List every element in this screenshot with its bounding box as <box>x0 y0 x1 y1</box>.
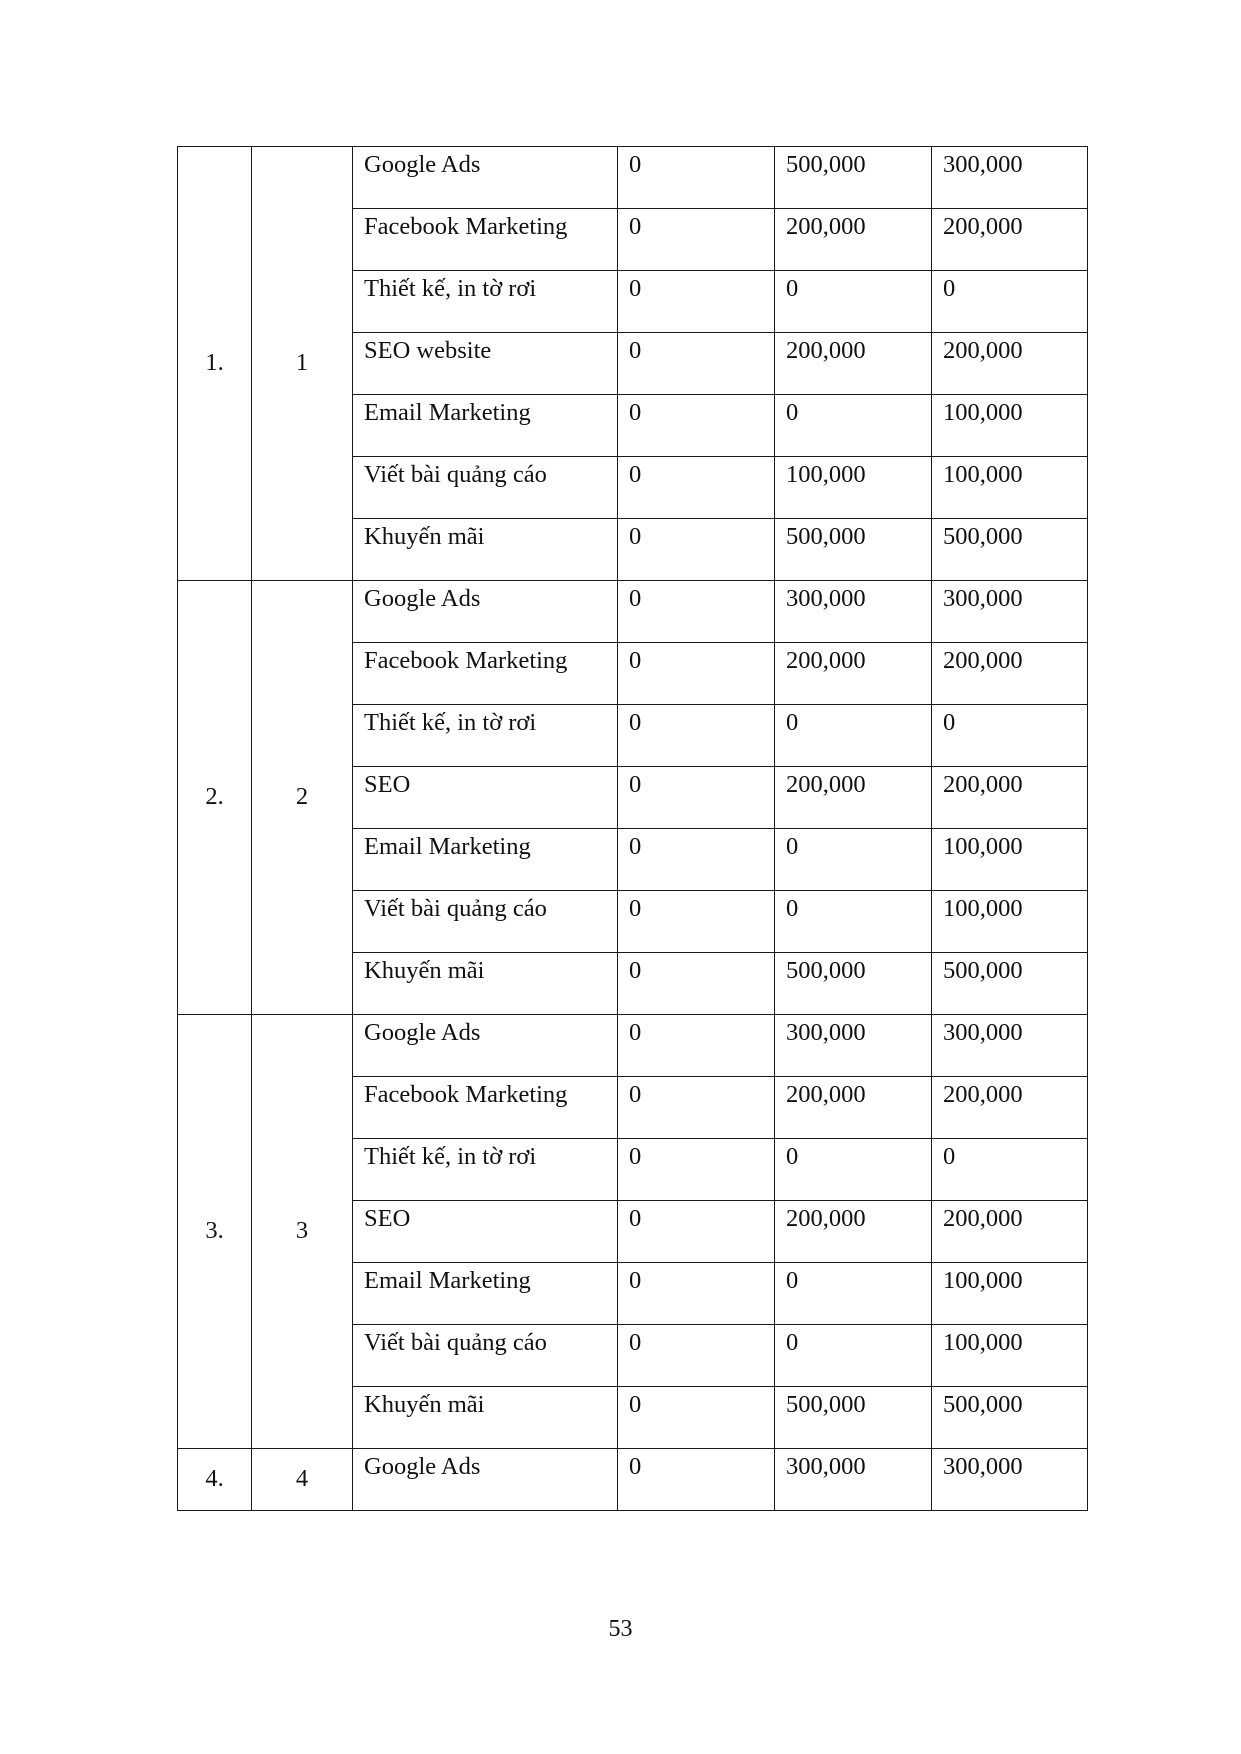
channel-name-cell: Google Ads <box>353 1015 618 1077</box>
channel-name-cell: Thiết kế, in tờ rơi <box>353 1139 618 1201</box>
cost-value-2-cell: 0 <box>775 271 932 333</box>
group-id-cell: 1 <box>252 147 353 581</box>
cost-value-2-cell: 200,000 <box>775 1077 932 1139</box>
cost-value-2-cell: 300,000 <box>775 1015 932 1077</box>
cost-value-3-cell: 200,000 <box>932 209 1088 271</box>
cost-value-2-cell: 0 <box>775 829 932 891</box>
page-number: 53 <box>608 1616 633 1642</box>
cost-value-2-cell: 500,000 <box>775 953 932 1015</box>
cost-value-1-cell: 0 <box>618 953 775 1015</box>
cost-value-2-cell: 200,000 <box>775 643 932 705</box>
cost-value-1-cell: 0 <box>618 333 775 395</box>
cost-value-1-cell: 0 <box>618 1325 775 1387</box>
channel-name-cell: Google Ads <box>353 581 618 643</box>
channel-name-cell: Email Marketing <box>353 829 618 891</box>
cost-value-3-cell: 100,000 <box>932 1325 1088 1387</box>
channel-name-cell: Facebook Marketing <box>353 1077 618 1139</box>
cost-value-2-cell: 500,000 <box>775 147 932 209</box>
cost-value-1-cell: 0 <box>618 1387 775 1449</box>
channel-name-cell: Facebook Marketing <box>353 643 618 705</box>
cost-value-3-cell: 200,000 <box>932 767 1088 829</box>
group-stt-cell: 2. <box>178 581 252 1015</box>
group-stt-cell: 3. <box>178 1015 252 1449</box>
cost-value-3-cell: 300,000 <box>932 1449 1088 1511</box>
channel-name-cell: Khuyến mãi <box>353 953 618 1015</box>
channel-name-cell: Google Ads <box>353 147 618 209</box>
cost-value-3-cell: 200,000 <box>932 1077 1088 1139</box>
table-row <box>178 147 1088 209</box>
cost-value-1-cell: 0 <box>618 643 775 705</box>
channel-name-cell: Thiết kế, in tờ rơi <box>353 271 618 333</box>
channel-name-cell: Email Marketing <box>353 395 618 457</box>
cost-value-1-cell: 0 <box>618 1077 775 1139</box>
group-id-cell: 4 <box>252 1449 353 1511</box>
cost-value-2-cell: 200,000 <box>775 209 932 271</box>
cost-value-2-cell: 0 <box>775 705 932 767</box>
cost-value-3-cell: 0 <box>932 1139 1088 1201</box>
cost-value-3-cell: 500,000 <box>932 519 1088 581</box>
cost-value-3-cell: 300,000 <box>932 1015 1088 1077</box>
table-row <box>178 1015 1088 1077</box>
cost-value-3-cell: 100,000 <box>932 395 1088 457</box>
channel-name-cell: Viết bài quảng cáo <box>353 891 618 953</box>
cost-value-3-cell: 100,000 <box>932 891 1088 953</box>
marketing-budget-table <box>177 146 1088 1511</box>
table-row <box>178 581 1088 643</box>
cost-value-1-cell: 0 <box>618 829 775 891</box>
channel-name-cell: Facebook Marketing <box>353 209 618 271</box>
group-id-cell: 2 <box>252 581 353 1015</box>
cost-value-3-cell: 200,000 <box>932 643 1088 705</box>
cost-value-3-cell: 200,000 <box>932 333 1088 395</box>
cost-value-3-cell: 0 <box>932 271 1088 333</box>
group-stt-cell: 1. <box>178 147 252 581</box>
cost-value-1-cell: 0 <box>618 519 775 581</box>
cost-value-1-cell: 0 <box>618 767 775 829</box>
cost-value-3-cell: 500,000 <box>932 1387 1088 1449</box>
cost-value-1-cell: 0 <box>618 271 775 333</box>
cost-value-1-cell: 0 <box>618 1139 775 1201</box>
cost-value-2-cell: 200,000 <box>775 333 932 395</box>
cost-value-2-cell: 300,000 <box>775 581 932 643</box>
cost-value-1-cell: 0 <box>618 395 775 457</box>
channel-name-cell: Khuyến mãi <box>353 519 618 581</box>
cost-value-1-cell: 0 <box>618 1015 775 1077</box>
cost-value-2-cell: 200,000 <box>775 1201 932 1263</box>
cost-value-3-cell: 100,000 <box>932 457 1088 519</box>
cost-value-2-cell: 500,000 <box>775 519 932 581</box>
channel-name-cell: SEO website <box>353 333 618 395</box>
table-row <box>178 1449 1088 1511</box>
cost-value-3-cell: 100,000 <box>932 829 1088 891</box>
cost-value-1-cell: 0 <box>618 457 775 519</box>
cost-value-2-cell: 100,000 <box>775 457 932 519</box>
cost-value-3-cell: 200,000 <box>932 1201 1088 1263</box>
cost-value-1-cell: 0 <box>618 1449 775 1511</box>
cost-value-2-cell: 0 <box>775 395 932 457</box>
group-id-cell: 3 <box>252 1015 353 1449</box>
channel-name-cell: Thiết kế, in tờ rơi <box>353 705 618 767</box>
cost-value-3-cell: 0 <box>932 705 1088 767</box>
group-stt-cell: 4. <box>178 1449 252 1511</box>
cost-value-1-cell: 0 <box>618 891 775 953</box>
cost-value-2-cell: 0 <box>775 1263 932 1325</box>
cost-value-2-cell: 0 <box>775 1325 932 1387</box>
channel-name-cell: Viết bài quảng cáo <box>353 1325 618 1387</box>
channel-name-cell: Email Marketing <box>353 1263 618 1325</box>
cost-value-2-cell: 200,000 <box>775 767 932 829</box>
cost-value-2-cell: 0 <box>775 1139 932 1201</box>
cost-value-3-cell: 300,000 <box>932 147 1088 209</box>
channel-name-cell: Khuyến mãi <box>353 1387 618 1449</box>
cost-value-3-cell: 100,000 <box>932 1263 1088 1325</box>
channel-name-cell: SEO <box>353 1201 618 1263</box>
cost-value-1-cell: 0 <box>618 581 775 643</box>
cost-value-2-cell: 500,000 <box>775 1387 932 1449</box>
channel-name-cell: Viết bài quảng cáo <box>353 457 618 519</box>
cost-value-3-cell: 500,000 <box>932 953 1088 1015</box>
channel-name-cell: SEO <box>353 767 618 829</box>
cost-value-1-cell: 0 <box>618 209 775 271</box>
cost-value-1-cell: 0 <box>618 147 775 209</box>
cost-value-1-cell: 0 <box>618 1263 775 1325</box>
cost-value-3-cell: 300,000 <box>932 581 1088 643</box>
cost-value-1-cell: 0 <box>618 1201 775 1263</box>
channel-name-cell: Google Ads <box>353 1449 618 1511</box>
cost-value-2-cell: 300,000 <box>775 1449 932 1511</box>
cost-value-1-cell: 0 <box>618 705 775 767</box>
table-body <box>178 147 1088 1511</box>
cost-value-2-cell: 0 <box>775 891 932 953</box>
